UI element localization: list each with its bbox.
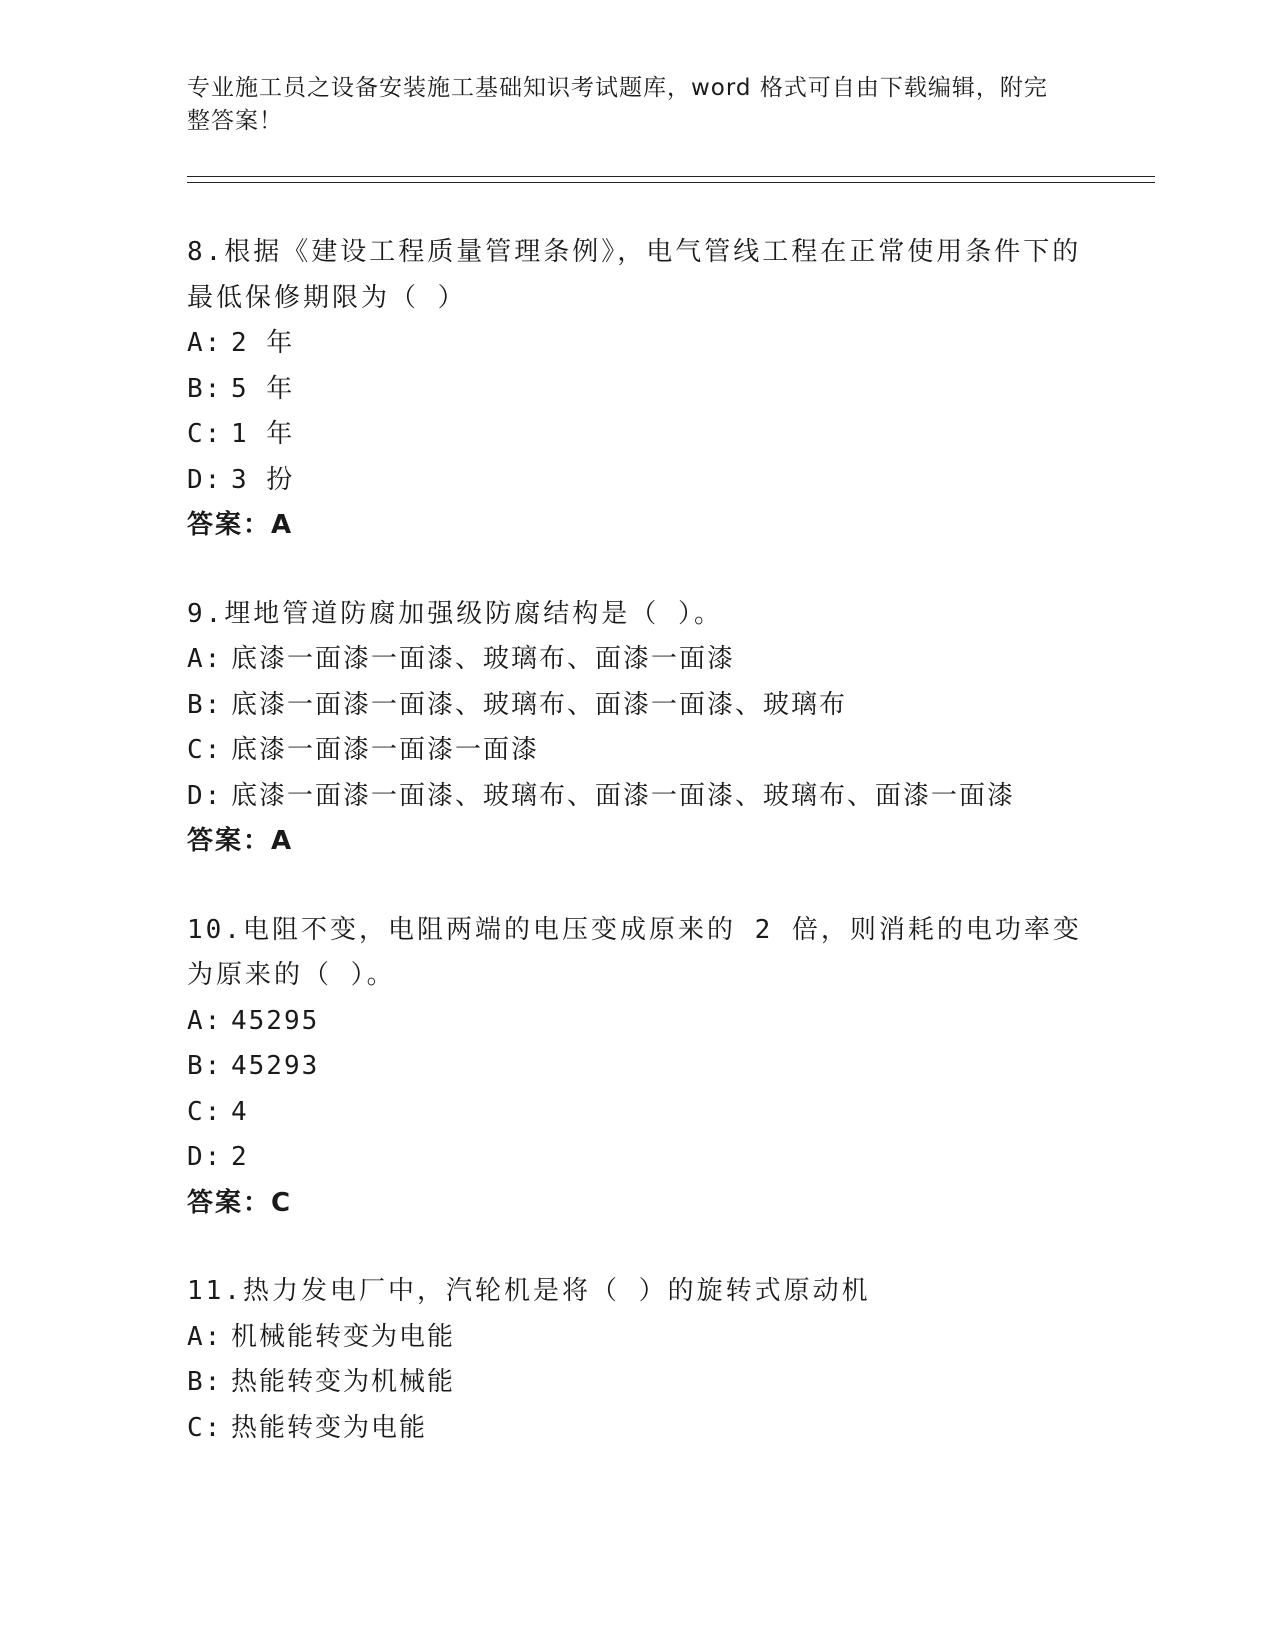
question-stem: 10.电阻不变，电阻两端的电压变成原来的 2 倍，则消耗的电功率变为原来的（ ）。 — [187, 914, 1082, 990]
option-text: 45293 — [231, 1051, 320, 1081]
option-key: A: — [187, 1321, 223, 1352]
option-text: 热能转变为机械能 — [231, 1367, 456, 1397]
option-key: A: — [187, 1005, 223, 1036]
option-text: 1 年 — [231, 419, 295, 449]
answer-line: 答案：C — [187, 1187, 293, 1218]
option-key: B: — [187, 1367, 223, 1397]
document-header — [187, 72, 1067, 138]
option-key: D: — [187, 1142, 223, 1172]
question-list — [187, 230, 1087, 1494]
option-d — [187, 458, 1087, 504]
option-text: 底漆一面漆一面漆、玻璃布、面漆一面漆 — [231, 644, 736, 674]
option-text: 45295 — [231, 1005, 320, 1036]
option-key: B: — [187, 689, 223, 720]
option-a — [187, 1315, 1087, 1361]
option-b — [187, 1360, 1087, 1406]
option-text: 热能转变为电能 — [231, 1412, 428, 1443]
option-c — [187, 1406, 1087, 1452]
option-c — [187, 728, 1087, 774]
question-stem: 9.埋地管道防腐加强级防腐结构是（ ）。 — [187, 598, 723, 629]
option-key: A: — [187, 328, 223, 358]
option-b — [187, 683, 1087, 729]
option-text: 底漆一面漆一面漆一面漆 — [231, 735, 540, 765]
option-key: D: — [187, 464, 223, 495]
option-d — [187, 1135, 1087, 1181]
option-a — [187, 321, 1087, 367]
option-key: C: — [187, 735, 223, 765]
option-c — [187, 1090, 1087, 1136]
option-text: 机械能转变为电能 — [231, 1321, 456, 1352]
option-text: 5 年 — [231, 373, 295, 404]
option-c — [187, 412, 1087, 458]
header-line-1: 专业施工员之设备安装施工基础知识考试题库，word 格式可自由下载编辑，附完 — [187, 75, 1048, 101]
option-text: 4 — [231, 1096, 249, 1127]
question-stem: 11.热力发电厂中，汽轮机是将（ ）的旋转式原动机 — [187, 1276, 871, 1306]
option-text: 2 年 — [231, 328, 295, 358]
option-key: B: — [187, 373, 223, 404]
option-a — [187, 637, 1087, 683]
answer-line: 答案：A — [187, 510, 294, 540]
option-b — [187, 1044, 1087, 1090]
option-text: 3 扮 — [231, 464, 295, 495]
option-b — [187, 367, 1087, 413]
option-key: B: — [187, 1051, 223, 1081]
option-text: 2 — [231, 1142, 249, 1172]
option-text: 底漆一面漆一面漆、玻璃布、面漆一面漆、玻璃布、面漆一面漆 — [231, 780, 1016, 811]
header-line-2: 整答案！ — [187, 108, 283, 134]
question-stem: 8.根据《建设工程质量管理条例》，电气管线工程在正常使用条件下的最低保修期限为（ ） — [187, 237, 1082, 313]
option-key: C: — [187, 419, 223, 449]
option-key: C: — [187, 1412, 223, 1443]
option-text: 底漆一面漆一面漆、玻璃布、面漆一面漆、玻璃布 — [231, 689, 848, 720]
option-key: A: — [187, 644, 223, 674]
header-double-rule — [187, 176, 1155, 183]
option-key: C: — [187, 1096, 223, 1127]
question-11 — [187, 1269, 1087, 1451]
answer-line: 答案：A — [187, 826, 294, 856]
option-key: D: — [187, 780, 223, 811]
question-10 — [187, 908, 1087, 1227]
option-a — [187, 999, 1087, 1045]
question-9 — [187, 592, 1087, 865]
option-d — [187, 774, 1087, 820]
question-8 — [187, 230, 1087, 549]
